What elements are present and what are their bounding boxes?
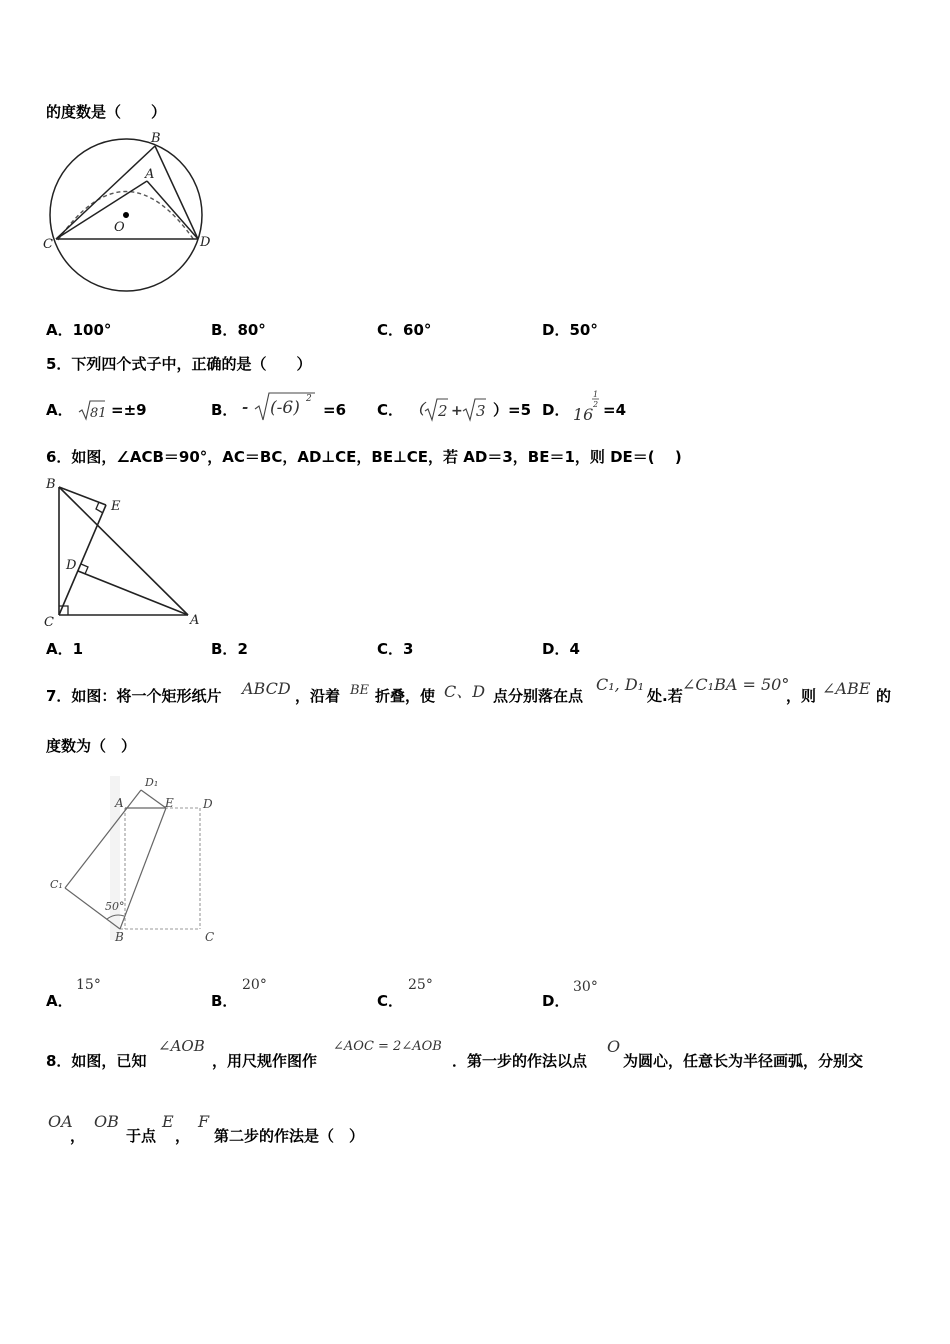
q5-option-a-rhs: =±9 xyxy=(111,401,147,419)
segment-ba xyxy=(59,487,188,615)
q8-math-f: F xyxy=(198,1112,210,1131)
label-e: E xyxy=(165,796,174,810)
q4-option-b[interactable]: B．80° xyxy=(211,321,266,339)
svg-text:1: 1 xyxy=(593,390,599,399)
q7-option-a-label: A． xyxy=(46,992,73,1010)
q5-option-d-label: D． xyxy=(542,401,570,419)
label-d1: D₁ xyxy=(145,776,159,789)
svg-text:16: 16 xyxy=(573,405,594,424)
label-d: D xyxy=(200,235,211,250)
q5-c-expr xyxy=(408,396,498,424)
q7-option-c-value: 25° xyxy=(408,977,433,993)
q5-option-a-label: A． xyxy=(46,401,73,419)
q4-figure-circle xyxy=(40,128,220,298)
segment-ad xyxy=(78,571,188,615)
q8-stem-part-1: 8．如图，已知 xyxy=(46,1052,147,1070)
q8-math-aob: ∠AOB xyxy=(158,1037,205,1055)
label-c: C xyxy=(44,615,54,630)
q5-option-b-rhs: =6 xyxy=(323,401,347,419)
segment-c1d1 xyxy=(65,790,141,888)
label-angle: 50° xyxy=(105,900,125,913)
q7-stem-part-4: 点分别落在点 xyxy=(493,687,584,705)
svg-text:（: （ xyxy=(410,402,424,418)
q7-option-b-value: 20° xyxy=(242,977,267,993)
q8-stem-part-2: ，用尺规作图作 xyxy=(212,1052,318,1070)
q4-stem: 的度数是（ ） xyxy=(46,103,167,121)
q8-math-ob: OB xyxy=(94,1112,119,1131)
svg-text:2: 2 xyxy=(306,394,312,404)
svg-text:3: 3 xyxy=(476,402,486,420)
q6-option-a[interactable]: A．1 xyxy=(46,640,84,658)
q7-stem-part-3: 折叠，使 xyxy=(375,687,436,705)
q8-math-oa: OA xyxy=(48,1112,73,1131)
q7-stem-part-5: 处.若 xyxy=(647,687,683,705)
q4-option-a[interactable]: A．100° xyxy=(46,321,112,339)
q6-option-b[interactable]: B．2 xyxy=(211,640,248,658)
svg-text:2: 2 xyxy=(438,402,448,420)
q6-figure-triangle xyxy=(40,474,210,629)
q7-math-c1d1: C₁, D₁ xyxy=(596,675,645,694)
label-d: D xyxy=(203,797,213,811)
segment-ad xyxy=(147,181,198,239)
q7-figure-fold xyxy=(45,770,230,950)
q7-option-a-value: 15° xyxy=(76,977,101,993)
q5-b-expr xyxy=(240,390,320,422)
q4-option-c[interactable]: C．60° xyxy=(377,321,432,339)
q7-stem-part-6: ，则 xyxy=(786,687,817,705)
q5-option-b-label: B． xyxy=(211,401,238,419)
label-d: D xyxy=(66,558,77,573)
q8-math-aoc: ∠AOC = 2∠AOB xyxy=(333,1039,442,1054)
q7-option-d-label: D． xyxy=(542,992,570,1010)
label-c: C xyxy=(43,237,53,252)
q7-option-c-label: C． xyxy=(377,992,404,1010)
q8-comma-2: ， xyxy=(175,1127,191,1145)
label-e: E xyxy=(111,499,121,514)
svg-text:2: 2 xyxy=(593,400,599,409)
q5-option-d-rhs: =4 xyxy=(603,401,627,419)
q7-stem-part-2: ，沿着 xyxy=(295,687,341,705)
q5-stem: 5．下列四个式子中，正确的是（ ） xyxy=(46,355,312,373)
q5-option-c-rhs: ）=5 xyxy=(493,401,532,419)
label-c1: C₁ xyxy=(50,878,63,891)
segment-d1e xyxy=(141,790,166,808)
q7-option-d-value: 30° xyxy=(573,979,598,995)
q4-option-d[interactable]: D．50° xyxy=(542,321,598,339)
svg-text:(-6): (-6) xyxy=(270,398,300,418)
label-a: A xyxy=(190,613,200,628)
q7-math-cd: C、D xyxy=(444,682,486,701)
label-c: C xyxy=(205,930,215,944)
label-b: B xyxy=(46,477,56,492)
segment-be xyxy=(120,808,166,929)
q7-stem-line-2: 度数为（ ） xyxy=(46,737,137,755)
label-a: A xyxy=(145,167,155,182)
q7-math-angle: ∠C₁BA = 50° xyxy=(682,675,790,694)
q6-option-d[interactable]: D．4 xyxy=(542,640,580,658)
svg-text:81: 81 xyxy=(90,406,107,421)
svg-text:+: + xyxy=(451,403,463,419)
q7-math-abcd: ABCD xyxy=(242,679,291,698)
q7-stem-part-1: 7．如图：将一个矩形纸片 xyxy=(46,687,222,705)
label-o: O xyxy=(114,220,125,235)
center-point xyxy=(123,212,129,218)
q7-math-be: BE xyxy=(350,683,370,698)
svg-text:-: - xyxy=(242,398,249,416)
label-a: A xyxy=(115,796,124,810)
q8-math-o: O xyxy=(607,1037,621,1056)
q8-comma-1: ， xyxy=(70,1127,86,1145)
q6-stem: 6．如图，∠ACB＝90°，AC＝BC，AD⊥CE，BE⊥CE，若 AD＝3，BE＝1，则 DE＝( ) xyxy=(46,448,682,466)
q8-stem-part-6: 第二步的作法是（ ） xyxy=(214,1127,365,1145)
q6-option-c[interactable]: C．3 xyxy=(377,640,414,658)
q8-stem-part-5: 于点 xyxy=(126,1127,157,1145)
q8-stem-part-3: ．第一步的作法以点 xyxy=(452,1052,588,1070)
segment-cb xyxy=(56,146,155,239)
q7-stem-part-7: 的 xyxy=(876,687,892,705)
label-b: B xyxy=(115,930,124,944)
q5-d-expr xyxy=(572,388,604,424)
q7-math-abe: ∠ABE xyxy=(822,679,871,698)
q5-a-sqrt xyxy=(78,398,106,422)
segment-ca xyxy=(56,181,147,239)
q8-math-e: E xyxy=(162,1112,174,1131)
q7-option-b-label: B． xyxy=(211,992,238,1010)
label-b: B xyxy=(151,131,161,146)
segment-bd xyxy=(155,146,198,239)
q8-stem-part-4: 为圆心，任意长为半径画弧，分别交 xyxy=(623,1052,864,1070)
q5-option-c-label: C． xyxy=(377,401,404,419)
